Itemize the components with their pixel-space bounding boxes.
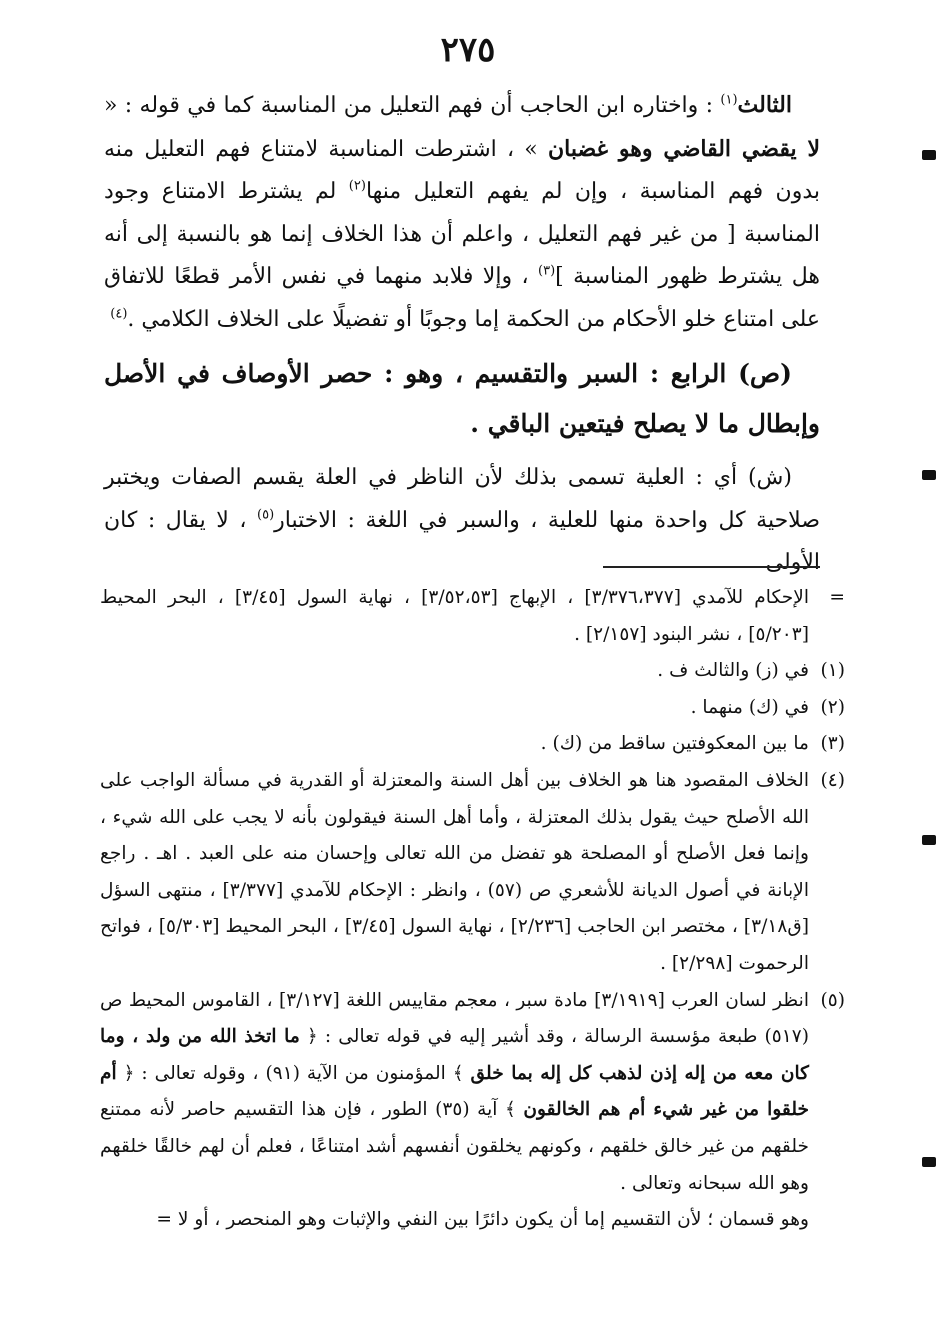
text-run: ، لا يقال : كان الأولى: [104, 507, 820, 575]
footnote-continued-line: وهو قسمان ؛ لأن التقسيم إما أن يكون دائرًا بين النفي والإثبات وهو المنحصر ، أو لا =: [156, 1209, 809, 1231]
text-run: ، وإلا فلابد منهما في نفس الأمر قطعًا للاتفاق على امتناع خلو الأحكام من الحكمة إما وجوبًا أو تفضيلًا على الخلاف الكلامي .: [104, 264, 820, 332]
footnote-ref-1[interactable]: (١): [720, 92, 738, 108]
footnote-5: [100, 983, 845, 1203]
footnotes: [100, 580, 845, 1239]
footnote-3: [100, 726, 845, 763]
footnote-number: (٥): [820, 989, 845, 1011]
footnote-number: (٢): [820, 696, 845, 718]
footnote-text: ﴾ المؤمنون من الآية (٩١) ، وقوله تعالى : ﴿: [116, 1062, 471, 1084]
text-run: : واختاره ابن الحاجب أن فهم التعليل من المناسبة كما في قوله : «: [104, 93, 721, 118]
text-run: » ، اشترطت المناسبة لامتناع فهم التعليل منه بدون فهم المناسبة ، وإن لم يفهم التعليل منها: [104, 136, 820, 204]
footnote-number: (٣): [820, 733, 845, 755]
footnote-ref-5[interactable]: (٥): [257, 507, 275, 523]
footnote-text: في (ك) منهما .: [690, 696, 809, 718]
footnote-text: ما بين المعكوفتين ساقط من (ك) .: [540, 733, 809, 755]
page-number: ٢٧٥: [440, 30, 496, 70]
paragraph-third: [104, 84, 820, 341]
footnote-text: انظر لسان العرب [٣/١٩١٩] مادة سبر ، معجم مقاييس اللغة [٣/١٢٧] ، القاموس المحيط ص (٥١٧) طبعة مؤسسة الرسالة ، وقد أشير إليه في قوله تعالى : ﴿: [100, 989, 809, 1048]
footnote-continuation: [100, 580, 845, 653]
scan-edge-mark: [922, 150, 936, 160]
footnote-2: [100, 690, 845, 727]
text-run: لم يشترط الامتناع وجود المناسبة [ من غير فهم التعليل ، واعلم أن هذا الخلاف إنما هو بالنسبة إلى أنه هل يشترط ظهور المناسبة ]: [104, 179, 820, 289]
main-text: [104, 84, 820, 585]
footnote-ref-3[interactable]: (٣): [538, 263, 556, 279]
footnote-number: (١): [820, 660, 845, 682]
footnote-number: (٤): [820, 769, 845, 791]
footnote-ref-2[interactable]: (٢): [348, 178, 366, 194]
quran-quote: أم خلقوا من غير شيء أم هم الخالقون: [100, 1062, 809, 1121]
quran-quote: ما اتخذ الله من ولد ، وما كان معه من إله إذن لذهب كل إله بما خلق: [100, 1026, 809, 1084]
hadith-quote: لا يقضي القاضي وهو غضبان: [547, 135, 820, 162]
scan-edge-mark: [922, 835, 936, 845]
footnote-text: الخلاف المقصود هنا هو الخلاف بين أهل السنة والمعتزلة أو القدرية في مسألة الواجب على الله الأصلح حيث يقول بذلك المعتزلة ، وأما أهل السنة فيقولون بأنه لا يجب على الله شيء ، وإنما فعل الأصلح أو المصلحة هو تفضل من الله تعالى وإحسان منه على العبد . اهـ . راجع الإبانة في أصول الديانة للأشعري ص (٥٧) ، وانظر : الإحكام للآمدي [٣/٣٧٧] ، منتهى السؤل [ق٣/١٨] ، مختصر ابن الحاجب [٢/٢٣٦] ، نهاية السول [٣/٤٥] ، البحر المحيط [٥/٣٠٣] ، فواتح الرحموت [٢/٢٩٨] .: [100, 769, 810, 974]
footnote-text: في (ز) والثالث ف .: [657, 660, 809, 682]
footnote-1: [100, 653, 845, 690]
footnote-text: ﴾ آية (٣٥) الطور ، فإن هذا التقسيم حاصر لأنه ممتنع خلقهم من غير خالق خلقهم ، وكونهم يخلقون أنفسهم أشد امتناعًا ، فعلم أن لهم خالقًا خلقهم وهو الله سبحانه وتعالى .: [100, 1099, 809, 1194]
matn-paragraph-fourth: (ص) الرابع : السبر والتقسيم ، وهو : حصر الأوصاف في الأصل وإبطال ما لا يصلح فيتعين الباقي .: [104, 359, 820, 438]
scan-edge-mark: [922, 1157, 936, 1167]
footnote-text: الإحكام للآمدي [٣/٣٧٦،٣٧٧] ، الإبهاج [٣/٥٢،٥٣] ، نهاية السول [٣/٤٥] ، البحر المحيط [٥/٢٠٣] ، نشر البنود [٢/١٥٧] .: [100, 587, 809, 645]
text-run: (ش) أي : العلية تسمى بذلك لأن الناظر في العلة يقسم الصفات ويختبر صلاحية كل واحدة منها للعلية ، والسبر في اللغة : الاختبار: [104, 465, 820, 533]
footnote-separator: [603, 566, 820, 568]
footnote-ref-4[interactable]: (٤): [110, 306, 128, 322]
scan-edge-mark: [922, 470, 936, 480]
continuation-marker: =: [829, 587, 845, 608]
footnote-4: [100, 763, 845, 983]
section-label-third: الثالث: [737, 92, 792, 118]
